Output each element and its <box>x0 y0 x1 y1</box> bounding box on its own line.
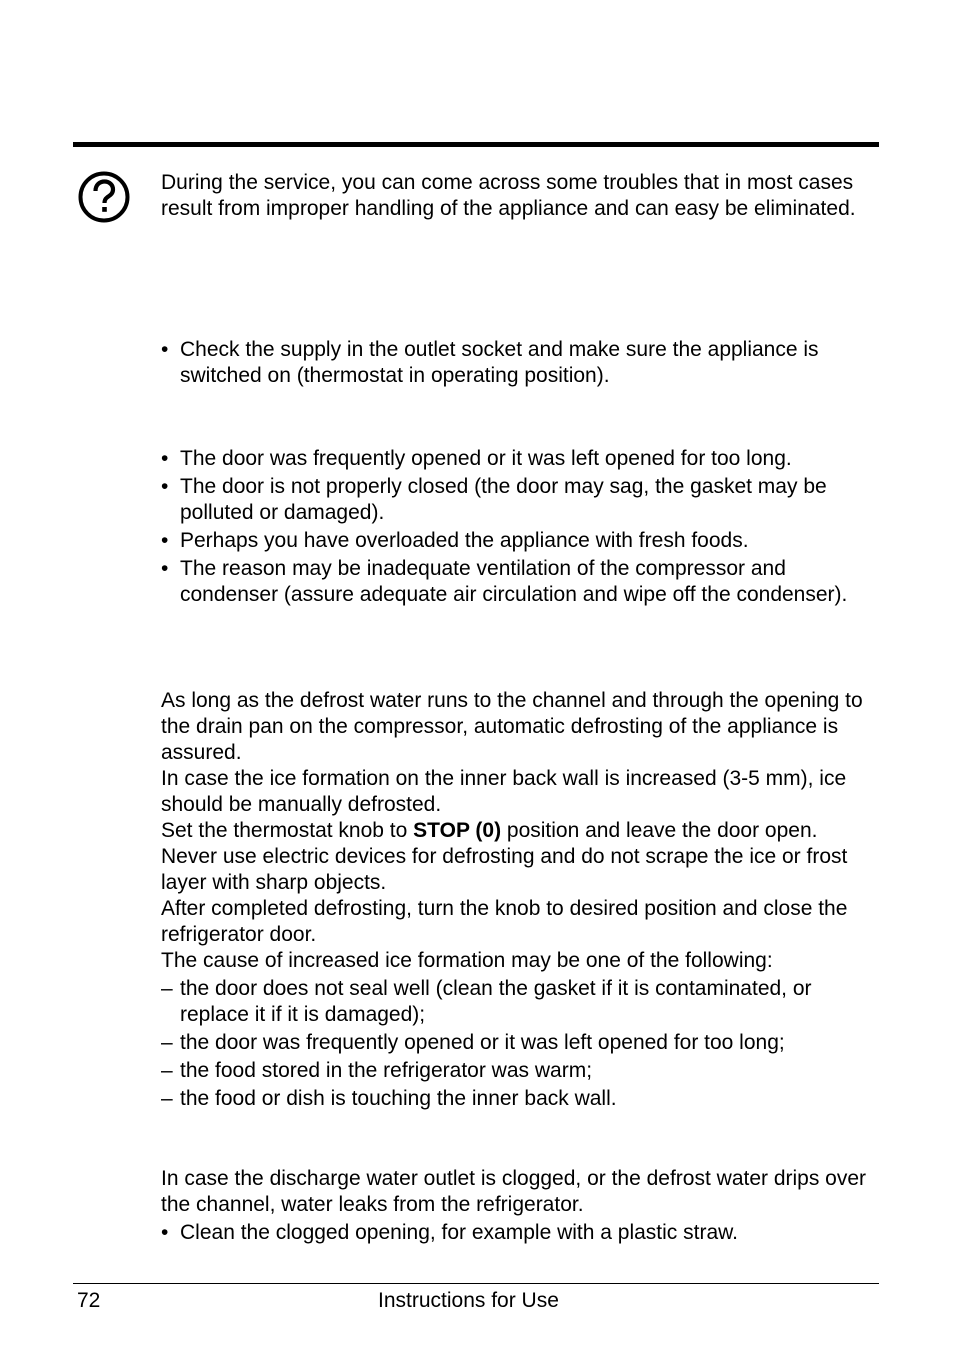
footer-rule <box>73 1283 879 1284</box>
intro-text: During the service, you can come across some troubles that in most cases result from improper handling of the appliance and can easy be eliminated. <box>161 171 856 220</box>
bullet-marker: • <box>161 1221 169 1244</box>
section-no-operation <box>161 337 879 389</box>
intro-block <box>161 170 879 222</box>
dash-marker: – <box>161 1059 173 1082</box>
header-rule <box>73 142 879 147</box>
bullet-marker: • <box>161 557 169 580</box>
dash-marker: – <box>161 1031 173 1054</box>
list-item-text: Clean the clogged opening, for example with a plastic straw. <box>180 1221 738 1244</box>
bullet-marker: • <box>161 529 169 552</box>
paragraph: The cause of increased ice formation may be one of the following: <box>161 949 773 972</box>
stop-setting-label: STOP (0) <box>413 819 502 842</box>
list-item-text: Perhaps you have overloaded the appliance with fresh foods. <box>180 529 749 552</box>
list-item <box>161 474 879 526</box>
list-item <box>161 976 879 1028</box>
list-item-text: The door is not properly closed (the door may sag, the gasket may be polluted or damaged). <box>180 475 827 524</box>
list-item <box>161 337 879 389</box>
paragraph: In case the ice formation on the inner back wall is increased (3-5 mm), ice should be manually defrosted. <box>161 767 847 816</box>
footer-title: Instructions for Use <box>378 1289 559 1312</box>
list-item <box>161 1220 879 1246</box>
list-item-text: the food or dish is touching the inner back wall. <box>180 1087 617 1110</box>
section-poor-cooling <box>161 446 879 608</box>
dash-marker: – <box>161 977 173 1000</box>
list-item-text: Check the supply in the outlet socket and make sure the appliance is switched on (thermostat in operating position). <box>180 338 819 387</box>
list-item <box>161 446 879 472</box>
list-item <box>161 528 879 554</box>
section-water-leak <box>161 1166 879 1246</box>
list-item <box>161 556 879 608</box>
bullet-marker: • <box>161 338 169 361</box>
paragraph: In case the discharge water outlet is clogged, or the defrost water drips over the channel, water leaks from the refrigerator. <box>161 1167 867 1216</box>
section-ice-formation <box>161 688 879 1112</box>
list-item <box>161 1030 879 1056</box>
bullet-marker: • <box>161 447 169 470</box>
paragraph: After completed defrosting, turn the knob to desired position and close the refrigerator door. <box>161 897 848 946</box>
list-item <box>161 1058 879 1084</box>
paragraph: As long as the defrost water runs to the channel and through the opening to the drain pan on the compressor, automatic defrosting of the appliance is assured. <box>161 689 863 764</box>
list-item-text: the door was frequently opened or it was left opened for too long; <box>180 1031 785 1054</box>
dash-marker: – <box>161 1087 173 1110</box>
paragraph: Set the thermostat knob to STOP (0) position and leave the door open. <box>161 819 818 842</box>
list-item-text: The door was frequently opened or it was left opened for too long. <box>180 447 792 470</box>
page-number: 72 <box>77 1289 101 1312</box>
list-item-text: the door does not seal well (clean the gasket if it is contaminated, or replace it if it is damaged); <box>180 977 812 1026</box>
paragraph: Never use electric devices for defrosting and do not scrape the ice or frost layer with sharp objects. <box>161 845 848 894</box>
list-item-text: The reason may be inadequate ventilation of the compressor and condenser (assure adequate air circulation and wipe off the condenser). <box>180 557 848 606</box>
list-item <box>161 1086 879 1112</box>
bullet-marker: • <box>161 475 169 498</box>
question-circle-icon <box>77 170 131 224</box>
list-item-text: the food stored in the refrigerator was warm; <box>180 1059 593 1082</box>
